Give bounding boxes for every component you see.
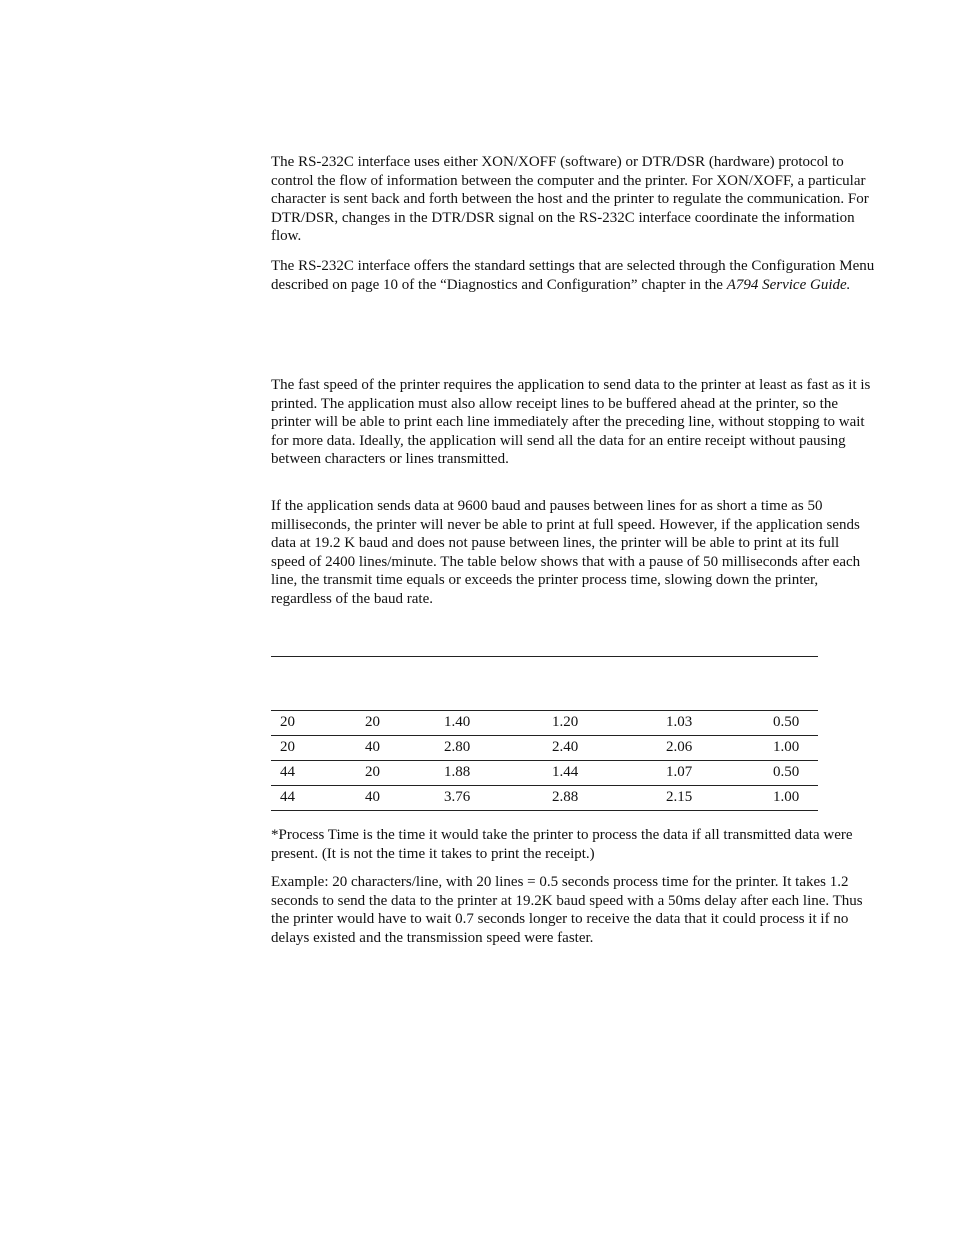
table-row bbox=[271, 711, 818, 736]
table-cell: 0.50 bbox=[764, 761, 818, 786]
table-row bbox=[271, 736, 818, 761]
paragraph-rs232c-protocol: The RS-232C interface uses either XON/XOFF (software) or DTR/DSR (hardware) protocol to control the flow of information between the computer and the printer. For XON/XOFF, a particular character is sent back and forth between the host and the printer to regulate the communication. For DTR/DSR, changes in the DTR/DSR signal on the RS-232C interface coordinate the information flow. bbox=[271, 154, 869, 245]
table-cell: 2.88 bbox=[543, 786, 657, 811]
paragraph-example: Example: 20 characters/line, with 20 lines = 0.5 seconds process time for the printer. It takes 1.2 seconds to send the data to the printer at 19.2K baud speed with a 50ms delay after each line. Thus the printer would have to wait 0.7 seconds longer to receive the data that it could process it if no delays existed and the transmission speed were faster. bbox=[271, 874, 863, 946]
paragraph-rs232c-settings-text: The RS-232C interface offers the standard settings that are selected through the Configuration Menu described on page 10 of the “Diagnostics and Configuration” chapter in the bbox=[271, 258, 875, 293]
paragraph-print-speed: The fast speed of the printer requires the application to send data to the printer at least as fast as it is printed. The application must also allow receipt lines to be buffered ahead at the printer, so the printer will be able to print each line immediately after the preceding line, without stopping to wait for more data. Ideally, the application will send all the data for an entire receipt without pausing between characters or lines transmitted. bbox=[271, 377, 871, 468]
table-cell: 1.20 bbox=[543, 711, 657, 736]
table-cell: 20 bbox=[271, 736, 356, 761]
service-guide-title: A794 Service Guide. bbox=[726, 276, 851, 293]
table-cell: 44 bbox=[271, 786, 356, 811]
table-row bbox=[271, 761, 818, 786]
table-cell: 40 bbox=[356, 736, 435, 761]
table-top-rule bbox=[271, 656, 818, 657]
table-cell: 1.00 bbox=[764, 736, 818, 761]
table-cell: 3.76 bbox=[435, 786, 543, 811]
table-cell: 1.00 bbox=[764, 786, 818, 811]
paragraph-rs232c-settings bbox=[271, 257, 877, 294]
table-cell: 1.07 bbox=[657, 761, 764, 786]
table-cell: 20 bbox=[271, 711, 356, 736]
table-cell: 1.40 bbox=[435, 711, 543, 736]
table-cell: 1.44 bbox=[543, 761, 657, 786]
paragraph-baud-rate: If the application sends data at 9600 baud and pauses between lines for as short a time as 50 milliseconds, the printer will never be able to print at full speed. However, if the application sends data at 19.2 K baud and does not pause between lines, the printer will be able to print at its full speed of 2400 lines/minute. The table below shows that with a pause of 50 milliseconds after each line, the transmit time equals or exceeds the printer process time, slowing down the printer, regardless of the baud rate. bbox=[271, 498, 861, 607]
table-cell: 1.03 bbox=[657, 711, 764, 736]
table-cell: 2.15 bbox=[657, 786, 764, 811]
transmit-time-table bbox=[271, 710, 818, 811]
table-cell: 40 bbox=[356, 786, 435, 811]
table-cell: 44 bbox=[271, 761, 356, 786]
table-cell: 1.88 bbox=[435, 761, 543, 786]
table-cell: 2.06 bbox=[657, 736, 764, 761]
table-cell: 2.40 bbox=[543, 736, 657, 761]
table-cell: 2.80 bbox=[435, 736, 543, 761]
table-cell: 0.50 bbox=[764, 711, 818, 736]
table-row bbox=[271, 786, 818, 811]
table-cell: 20 bbox=[356, 761, 435, 786]
table-cell: 20 bbox=[356, 711, 435, 736]
paragraph-process-time-note: *Process Time is the time it would take the printer to process the data if all transmitted data were present. (It is not the time it takes to print the receipt.) bbox=[271, 827, 853, 862]
